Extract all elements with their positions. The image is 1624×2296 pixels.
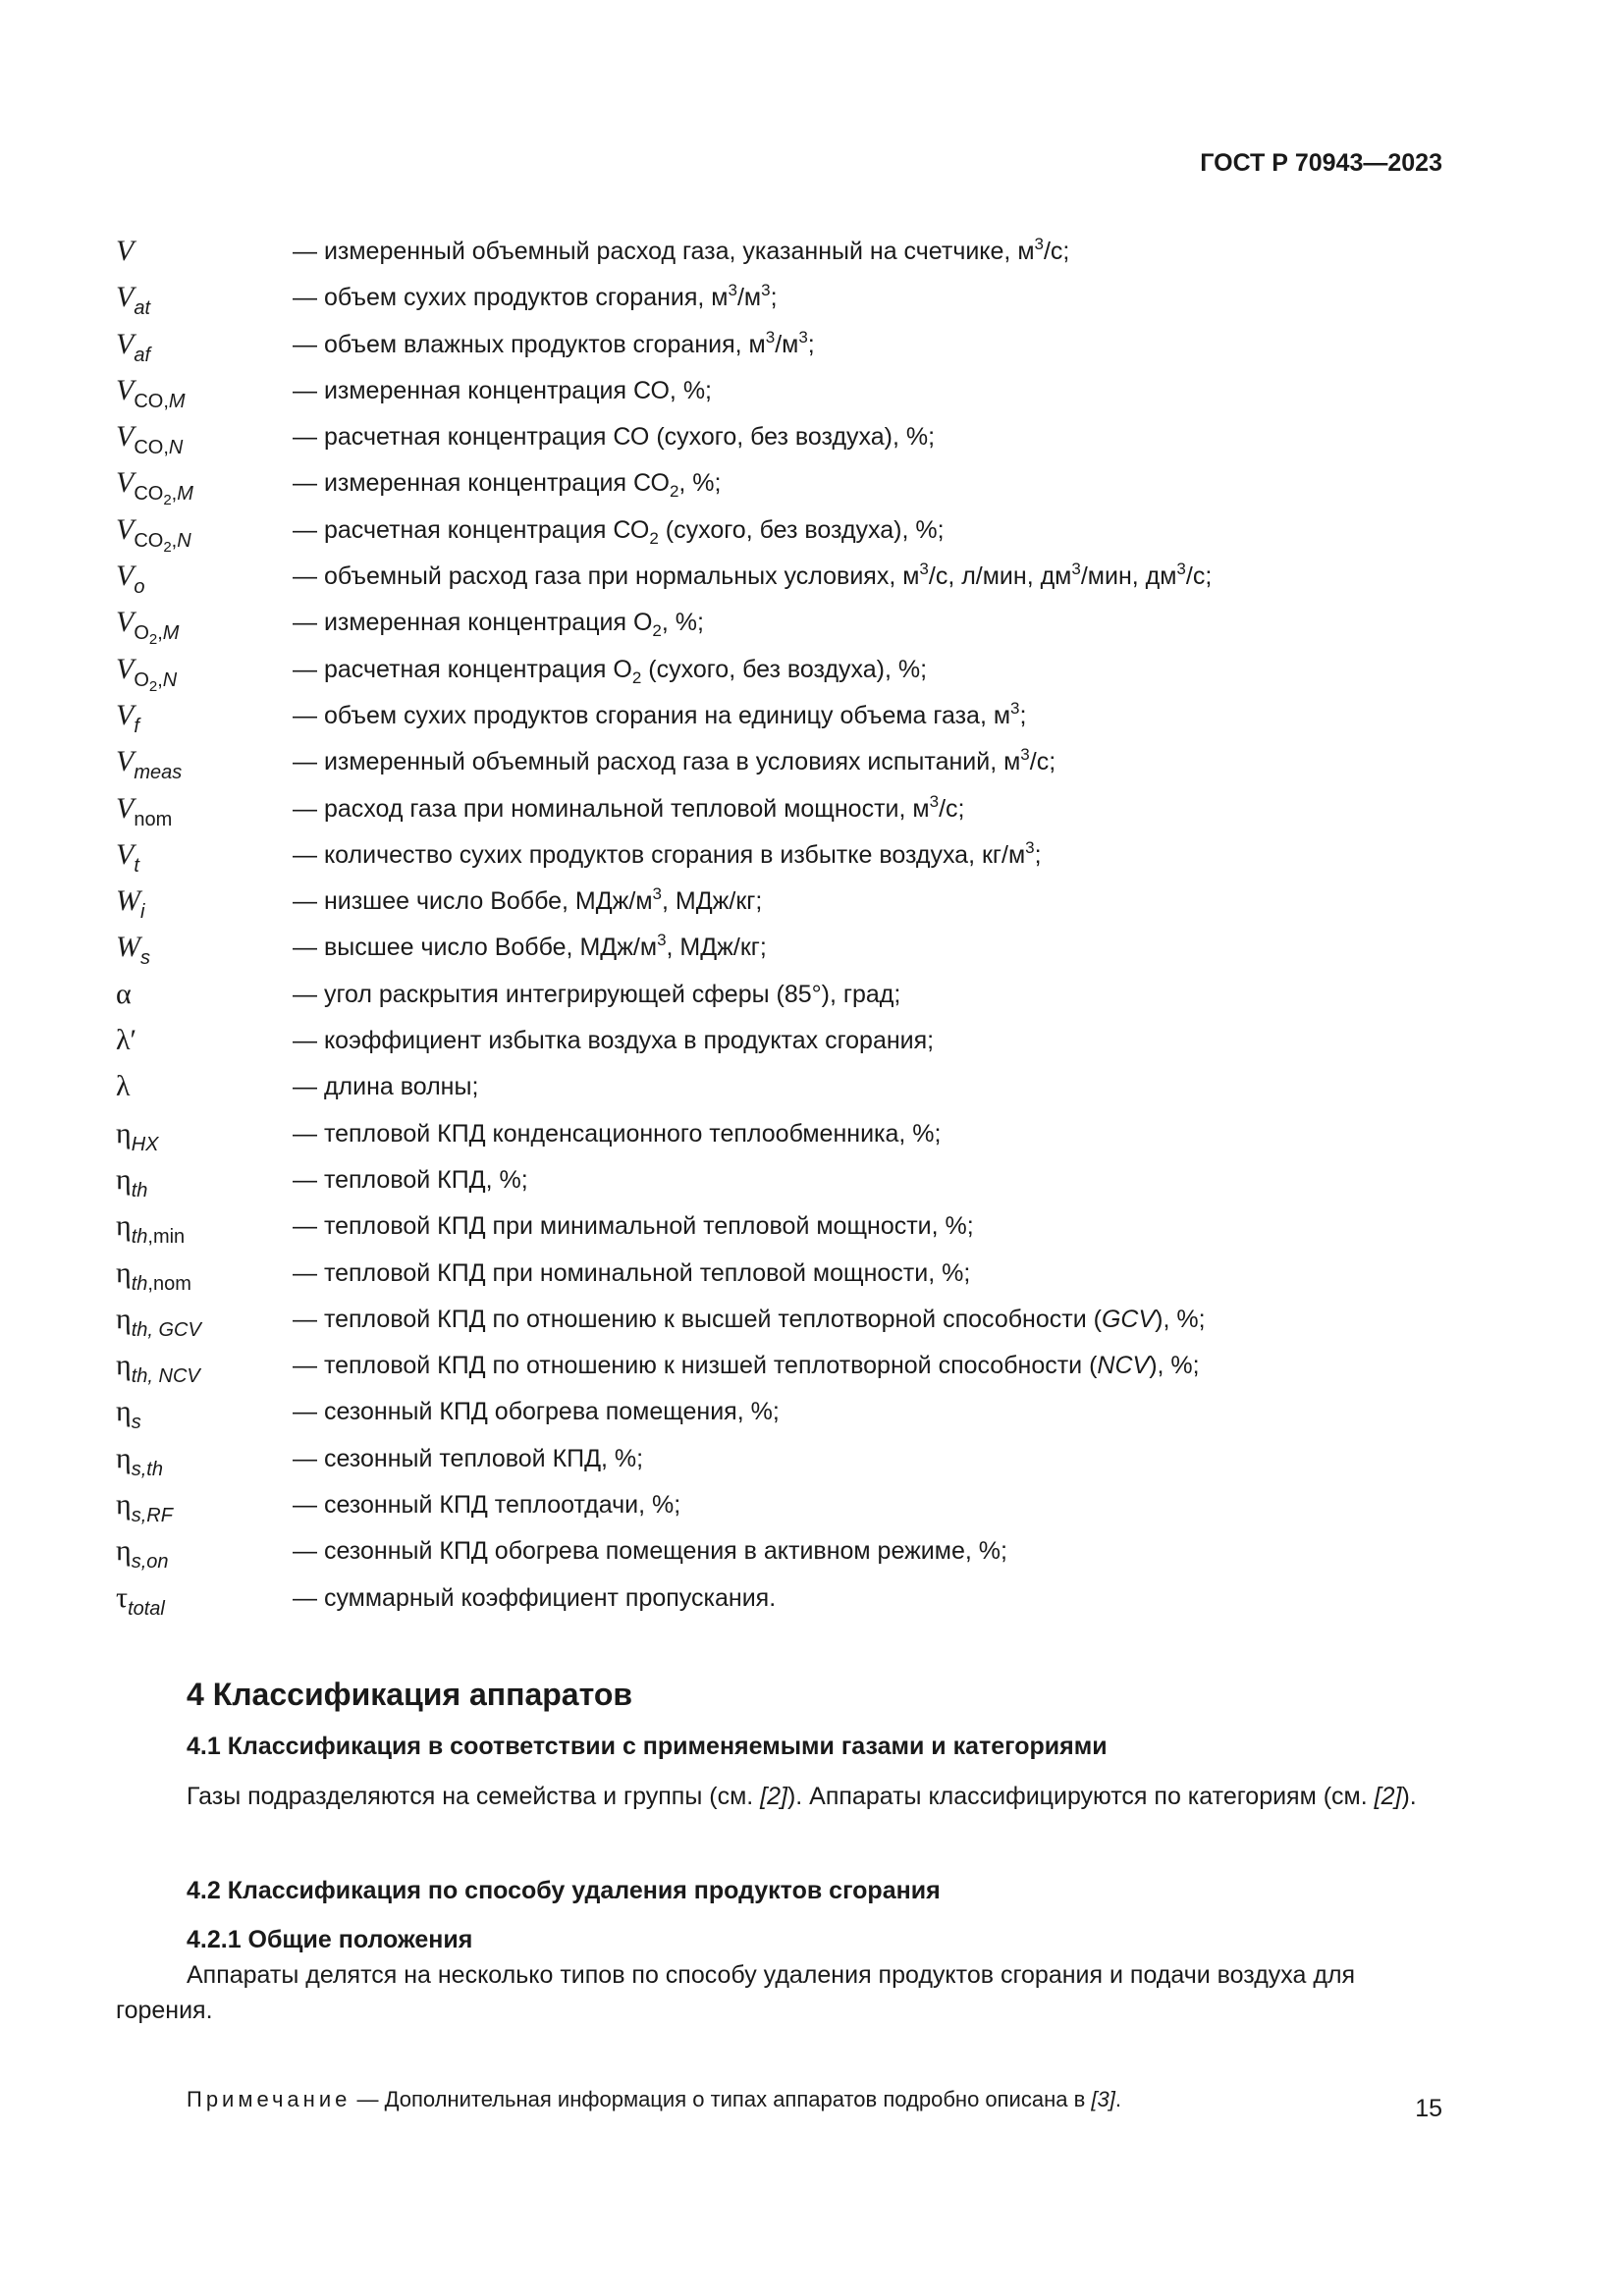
definition-text: — измеренная концентрация СО, %; <box>293 376 712 404</box>
symbol: $V_{at}$ <box>116 281 151 320</box>
definition-text: — тепловой КПД при номинальной тепловой мощности, %; <box>293 1258 971 1287</box>
definition-row <box>116 1531 1451 1577</box>
definition-row <box>116 789 1451 835</box>
definition-row <box>116 650 1451 696</box>
symbol-subscript: meas <box>134 762 183 784</box>
definition-row <box>116 881 1451 928</box>
definition-row <box>116 742 1451 788</box>
symbol: $V_{O_2,N}$ <box>116 652 178 695</box>
definition-text: — объем сухих продуктов сгорания на единицу объема газа, $м^3$; <box>293 698 1027 729</box>
symbol-subscript: HX <box>131 1133 159 1155</box>
symbol: $V_f$ <box>116 698 139 737</box>
symbol-subscript: s,RF <box>131 1505 173 1527</box>
symbol-subscript: s <box>131 1412 141 1434</box>
document-designation: ГОСТ Р 70943—2023 <box>1200 149 1442 177</box>
definition-row <box>116 557 1451 603</box>
definition-text: — угол раскрытия интегрирующей сферы (85°), град; <box>293 980 901 1008</box>
definition-text: — высшее число Воббе, МДж/$м^3$, МДж/кг; <box>293 931 767 962</box>
symbol: $\eta_{s,RF}$ <box>116 1488 173 1527</box>
section-4-heading: 4 Классификация аппаратов <box>187 1677 633 1712</box>
symbol-subscript: CO2,M <box>134 483 193 509</box>
note: Примечание — Дополнительная информация о типах аппаратов подробно описана в [3]. <box>187 2087 1121 2111</box>
symbol: $V_t$ <box>116 837 139 877</box>
symbol-subscript: t <box>134 854 139 877</box>
symbol: $\eta_{th,min}$ <box>116 1209 186 1249</box>
symbol: $\eta_{s,on}$ <box>116 1534 169 1574</box>
definition-row <box>116 696 1451 742</box>
definition-text: — сезонный КПД обогрева помещения в активном режиме, %; <box>293 1537 1007 1566</box>
definition-text: — сезонный тепловой КПД, %; <box>293 1444 644 1472</box>
definition-row <box>116 835 1451 881</box>
definition-text: — сезонный КПД теплоотдачи, %; <box>293 1491 681 1520</box>
symbol: $\eta_{th,nom}$ <box>116 1255 191 1295</box>
definition-text: — измеренная концентрация $СО_2$, %; <box>293 469 722 502</box>
definition-row <box>116 1392 1451 1438</box>
section-4-1-paragraph: Газы подразделяются на семейства и группы (см. [2]). Аппараты классифицируются по категориям (см. [2]). <box>187 1783 1417 1810</box>
symbol: $V_{CO,M}$ <box>116 373 186 412</box>
definition-row <box>116 1578 1451 1625</box>
symbol-subscript: s <box>140 947 150 970</box>
definition-text: — объем влажных продуктов сгорания, $м^3/м^3$; <box>293 327 815 358</box>
symbol-subscript: at <box>134 297 151 320</box>
symbol: $V_{af}$ <box>116 327 151 366</box>
symbol-subscript: th,nom <box>131 1272 191 1295</box>
definition-text: — количество сухих продуктов сгорания в избытке воздуха, $кг/м^3$; <box>293 837 1042 869</box>
definition-text: — объемный расход газа при нормальных условиях, $м^3/с$, л/мин, $дм^3$/мин, $дм^3/с$; <box>293 560 1213 591</box>
definition-row <box>116 1439 1451 1485</box>
symbol-definitions-list <box>116 232 1451 1625</box>
definition-text: — тепловой КПД по отношению к высшей теплотворной способности (GCV), %; <box>293 1305 1206 1333</box>
symbol-subscript: f <box>134 715 139 737</box>
section-4-1-heading: 4.1 Классификация в соответствии с применяемыми газами и категориями <box>187 1733 1108 1760</box>
definition-row <box>116 1114 1451 1160</box>
definition-row <box>116 1021 1451 1067</box>
symbol-subscript: O2,N <box>134 668 178 695</box>
symbol: λ <box>116 1070 131 1103</box>
definition-text: — расчетная концентрация СО (сухого, без воздуха), %; <box>293 423 936 452</box>
symbol: $\eta_{s,th}$ <box>116 1441 163 1480</box>
definition-text: — тепловой КПД, %; <box>293 1165 528 1194</box>
symbol-subscript: total <box>128 1597 165 1620</box>
definition-row <box>116 1160 1451 1206</box>
section-4-2-1-paragraph: Аппараты делятся на несколько типов по способу удаления продуктов сгорания и подачи воздуха для горения. <box>116 1961 1356 2024</box>
symbol-subscript: th, NCV <box>131 1365 200 1388</box>
symbol: $V_{meas}$ <box>116 745 183 784</box>
symbol: $V_{CO,N}$ <box>116 420 184 459</box>
definition-row <box>116 1067 1451 1113</box>
symbol-subscript: th,min <box>131 1226 186 1249</box>
definition-row <box>116 603 1451 649</box>
symbol-subscript: o <box>134 576 145 599</box>
definition-text: — расход газа при номинальной тепловой мощности, $м^3/с$; <box>293 791 965 823</box>
definition-text: — расчетная концентрация $СО_2$ (сухого, без воздуха), %; <box>293 515 945 548</box>
section-4-2-heading: 4.2 Классификация по способу удаления продуктов сгорания <box>187 1877 941 1904</box>
symbol: $W_i$ <box>116 884 145 924</box>
definition-row <box>116 510 1451 557</box>
symbol: $\eta_s$ <box>116 1395 141 1434</box>
section-4-2-1-heading: 4.2.1 Общие положения <box>187 1926 473 1953</box>
reference-link: [2] <box>1374 1783 1402 1810</box>
symbol: $V_{CO_2,M}$ <box>116 466 193 509</box>
symbol: $V_{O_2,M}$ <box>116 606 180 649</box>
definition-row <box>116 1300 1451 1346</box>
symbol-subscript: s,on <box>131 1551 169 1574</box>
definition-text: — коэффициент избытка воздуха в продуктах сгорания; <box>293 1027 935 1055</box>
definition-text: — длина волны; <box>293 1073 479 1101</box>
definition-text: — низшее число Воббе, МДж/$м^3$, МДж/кг; <box>293 884 763 916</box>
definition-row <box>116 463 1451 509</box>
definition-row <box>116 371 1451 417</box>
symbol: $V_{nom}$ <box>116 791 173 830</box>
symbol-subscript: af <box>134 344 151 366</box>
symbol: $\eta_{th}$ <box>116 1162 148 1201</box>
definition-text: — измеренная концентрация $О_2$, %; <box>293 609 704 641</box>
definition-text: — тепловой КПД конденсационного теплообменника, %; <box>293 1119 942 1148</box>
symbol: $V_{CO_2,N}$ <box>116 512 191 556</box>
symbol: λ′ <box>116 1024 137 1057</box>
symbol-subscript: nom <box>134 808 173 830</box>
note-label: Примечание <box>187 2087 352 2111</box>
definition-row <box>116 417 1451 463</box>
symbol-subscript: O2,M <box>134 622 180 649</box>
definition-text: — объем сухих продуктов сгорания, $м^3/м^3$; <box>293 281 778 312</box>
symbol: $V_o$ <box>116 560 145 599</box>
symbol-subscript: th <box>131 1179 148 1201</box>
symbol-subscript: th, GCV <box>131 1318 201 1341</box>
definition-text: — расчетная концентрация $О_2$ (сухого, без воздуха), %; <box>293 655 928 687</box>
reference-link: [3] <box>1091 2087 1115 2111</box>
definition-row <box>116 278 1451 324</box>
symbol: α <box>116 977 132 1010</box>
definition-text: — тепловой КПД по отношению к низшей теплотворной способности (NCV), %; <box>293 1352 1200 1380</box>
symbol: $\tau_{total}$ <box>116 1580 165 1620</box>
symbol-subscript: CO,N <box>134 437 184 459</box>
definition-text: — измеренный объемный расход газа в условиях испытаний, $м^3/с$; <box>293 745 1056 776</box>
symbol-subscript: i <box>140 901 145 924</box>
definition-text: — суммарный коэффициент пропускания. <box>293 1583 777 1612</box>
reference-link: [2] <box>760 1783 787 1810</box>
definition-row <box>116 928 1451 974</box>
symbol: $W_s$ <box>116 931 150 970</box>
definition-text: — тепловой КПД при минимальной тепловой мощности, %; <box>293 1212 974 1241</box>
definition-text: — измеренный объемный расход газа, указанный на счетчике, $м^3/с$; <box>293 235 1070 265</box>
definition-row <box>116 1206 1451 1253</box>
definition-row <box>116 1254 1451 1300</box>
definition-row <box>116 325 1451 371</box>
symbol: $\eta_{HX}$ <box>116 1116 159 1155</box>
definition-row <box>116 232 1451 278</box>
symbol-subscript: CO,M <box>134 390 186 412</box>
definition-row <box>116 1485 1451 1531</box>
symbol: $\eta_{th, GCV}$ <box>116 1302 201 1341</box>
symbol-subscript: CO2,N <box>134 529 191 556</box>
page-number: 15 <box>1415 2095 1442 2122</box>
definition-row <box>116 1346 1451 1392</box>
symbol: $\eta_{th, NCV}$ <box>116 1349 200 1388</box>
symbol: V <box>116 235 135 267</box>
definition-text: — сезонный КПД обогрева помещения, %; <box>293 1398 780 1426</box>
definition-row <box>116 975 1451 1021</box>
symbol-subscript: s,th <box>131 1458 163 1480</box>
